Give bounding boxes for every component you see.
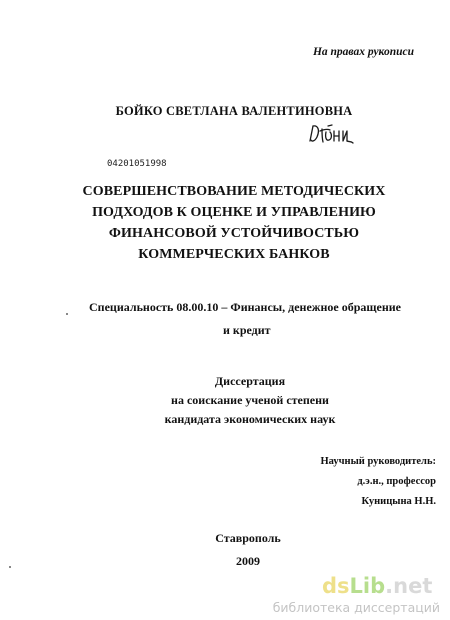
thesis-title-line: ФИНАНСОВОЙ УСТОЙЧИВОСТЬЮ [108,226,360,241]
scan-speck [66,313,68,315]
degree-line: кандидата экономических наук [164,412,336,426]
supervisor-credentials: д.э.н., профессор [357,476,436,487]
specialty-line: Специальность 08.00.10 – Финансы, денежное обращение [89,300,402,314]
thesis-title-line: СОВЕРШЕНСТВОВАНИЕ МЕТОДИЧЕСКИХ [82,184,386,199]
author-name: БОЙКО СВЕТЛАНА ВАЛЕНТИНОВНА [115,104,353,118]
catalog-number: 04201051998 [107,159,167,169]
specialty-line: и кредит [223,323,271,337]
degree-line: Диссертация [214,374,286,388]
watermark-logo-net: .net [385,574,433,598]
degree-line: на соискание ученой степени [171,393,329,407]
supervisor-name: Куницына Н.Н. [361,496,436,507]
supervisor-block [321,452,437,512]
specialty [89,296,434,342]
year: 2009 [236,554,260,568]
thesis-title-line: ПОДХОДОВ К ОЦЕНКЕ И УПРАВЛЕНИЮ [92,205,376,220]
watermark-logo-lib: Lib [349,574,386,598]
watermark-logo [322,574,432,598]
watermark-subtitle: библиотека диссертаций [272,600,440,615]
handwritten-signature-icon [306,120,358,146]
scan-speck [9,566,11,568]
rights-note: На правах рукописи [312,46,414,58]
thesis-title [0,181,450,265]
city-year [0,527,450,573]
watermark [250,574,440,620]
city: Ставрополь [215,531,281,545]
degree-statement [0,372,450,429]
supervisor-label: Научный руководитель: [320,456,436,467]
watermark-logo-ds: ds [322,574,350,598]
thesis-title-line: КОММЕРЧЕСКИХ БАНКОВ [138,247,330,262]
